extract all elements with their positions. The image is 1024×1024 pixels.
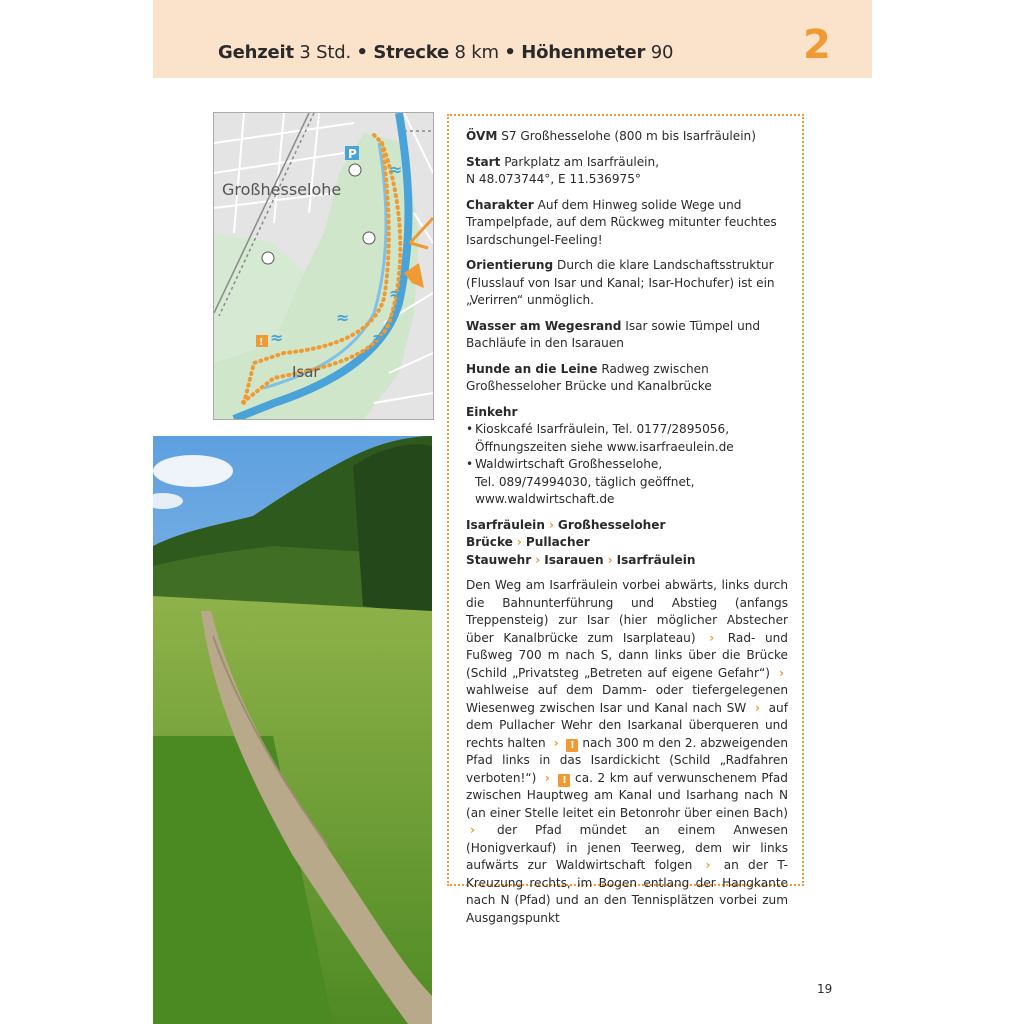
einkehr-line: Öffnungszeiten siehe www.isarfraeulein.de [475,439,734,454]
description-part: auf dem Pullacher Wehr den Isarkanal überqueren und rechts halten [466,700,788,750]
description-part: wahlweise auf dem Damm- oder tiefergelegenen Wiesenweg zwischen Isar und Kanal nach SW [466,683,788,715]
einkehr-heading [466,404,788,422]
hunde-entry [466,361,788,396]
water-icon: ≈ [372,328,386,347]
chevron-right-icon: › [535,552,541,567]
description-part: an der T-Kreuzung rechts, im Bogen entlang der Hangkante nach N (Pfad) und an den Tennisplätzen vorbei zum Ausgangspunkt [466,858,788,925]
einkehr-label: Einkehr [466,404,518,419]
wasser-label: Wasser am Wegesrand [466,318,622,333]
route-stop: Isarfräulein [616,552,696,567]
chevron-right-icon: › [779,665,784,680]
restaurant-icon [349,164,361,176]
start-label: Start [466,154,501,169]
orientierung-text: Durch die klare Landschaftsstruktur (Flusslauf von Isar und Kanal; Isar-Hochufer) ist ein „Verirren“ unmöglich. [466,258,775,307]
town-label: Großhesselohe [222,180,342,199]
warning-icon: ! [566,739,578,752]
charakter-text: Auf dem Hinweg solide Wege und Trampelpfade, auf dem Rückweg mitunter feuchtes Isardschungel-Feeling! [466,197,777,247]
map-canvas [214,113,433,419]
separator: • [356,42,368,63]
info-box [447,114,804,925]
chevron-right-icon: › [553,735,559,750]
tour-number: 2 [803,22,831,68]
water-icon: ≈ [389,284,403,303]
strecke-label: Strecke [373,42,449,63]
hoehenmeter-value: 90 [650,42,674,63]
chevron-right-icon: › [607,552,613,567]
chevron-right-icon: › [516,535,522,549]
orientierung-label: Orientierung [466,258,554,272]
hunde-text: Radweg zwischen Großhesseloher Brücke und Kanalbrücke [466,361,712,393]
route-stop: Großhesseloher Brücke [466,517,666,549]
description-part: Den Weg am Isarfräulein vorbei abwärts, links durch die Bahnunterführung und Abstieg (anfangs Treppensteig) zur Isar (hier möglicher Abstecher über Kanalbrücke zum Isarplateau) [466,578,788,645]
route-map [213,112,434,420]
water-icon: ≈ [270,328,284,347]
gehzeit-value: 3 Std. [299,42,351,63]
route-summary [466,517,788,570]
description-part: Rad- und Fußweg 700 m nach S, dann links über die Brücke (Schild „Privatsteg „Betreten auf eigene Gefahr“) [466,630,788,680]
list-item [466,456,788,509]
charakter-label: Charakter [466,197,534,212]
gehzeit-label: Gehzeit [218,42,294,63]
chevron-right-icon: › [754,700,760,715]
oevm-label: ÖVM [466,129,498,143]
parking-icon-label: P [348,147,357,161]
list-item [466,421,788,456]
wasser-entry [466,318,788,353]
description-part: ca. 2 km auf verwunschenem Pfad zwischen Hauptweg am Kanal und Isarhang nach N (an einer Stelle leitet ein Betonrohr über einen Bach) [466,770,788,820]
einkehr-line: www.waldwirtschaft.de [475,492,615,506]
oevm-entry [466,128,788,146]
chevron-right-icon: › [544,770,550,785]
separator: • [504,42,516,63]
photo-canvas [153,436,432,1024]
water-icon: ≈ [389,160,403,179]
route-stop: Isarauen [544,552,604,567]
hoehenmeter-label: Höhenmeter [521,42,646,63]
chevron-right-icon: › [705,858,711,872]
hunde-label: Hunde an die Leine [466,361,598,376]
einkehr-list [466,421,788,509]
einkehr-line: Waldwirtschaft Großhesselohe, [475,457,663,471]
charakter-entry [466,197,788,250]
description-part: nach 300 m den 2. abzweigenden Pfad links in das Isardickicht (Schild „Radfahren verboten!“) [466,735,788,785]
strecke-value: 8 km [454,42,499,63]
restaurant-icon [363,232,375,244]
description-part: der Pfad mündet an einem Anwesen (Honigverkauf) in jenen Teerweg, dem wir links aufwärts zur Waldwirtschaft folgen [466,823,788,872]
orientierung-entry [466,257,788,310]
oevm-text: S7 Großhesselohe (800 m bis Isarfräulein) [501,129,756,143]
wasser-text: Isar sowie Tümpel und Bachläufe in den Isarauen [466,318,761,350]
einkehr-line: Tel. 089/74994030, täglich geöffnet, [475,474,695,489]
chevron-right-icon: › [709,630,715,645]
route-description [466,577,788,927]
start-coords: N 48.073744°, E 11.536975° [466,172,641,186]
start-entry [466,154,788,189]
landscape-photo [153,436,432,1024]
water-icon: ≈ [336,308,350,327]
tour-stats [218,42,673,63]
chevron-right-icon: › [470,823,475,837]
river-label: Isar [292,363,320,381]
warning-icon: ! [558,774,570,787]
header-band [153,0,872,78]
warning-icon-label: ! [259,337,264,348]
chevron-right-icon: › [548,517,554,532]
einkehr-line: Kioskcafé Isarfräulein, Tel. 0177/2895056, [475,422,730,436]
station-icon [262,252,274,264]
page-number: 19 [817,982,833,996]
route-stop: Pullacher Stauwehr [466,535,590,567]
route-stop: Isarfräulein [466,517,545,532]
start-text: Parkplatz am Isarfräulein, [504,154,660,169]
